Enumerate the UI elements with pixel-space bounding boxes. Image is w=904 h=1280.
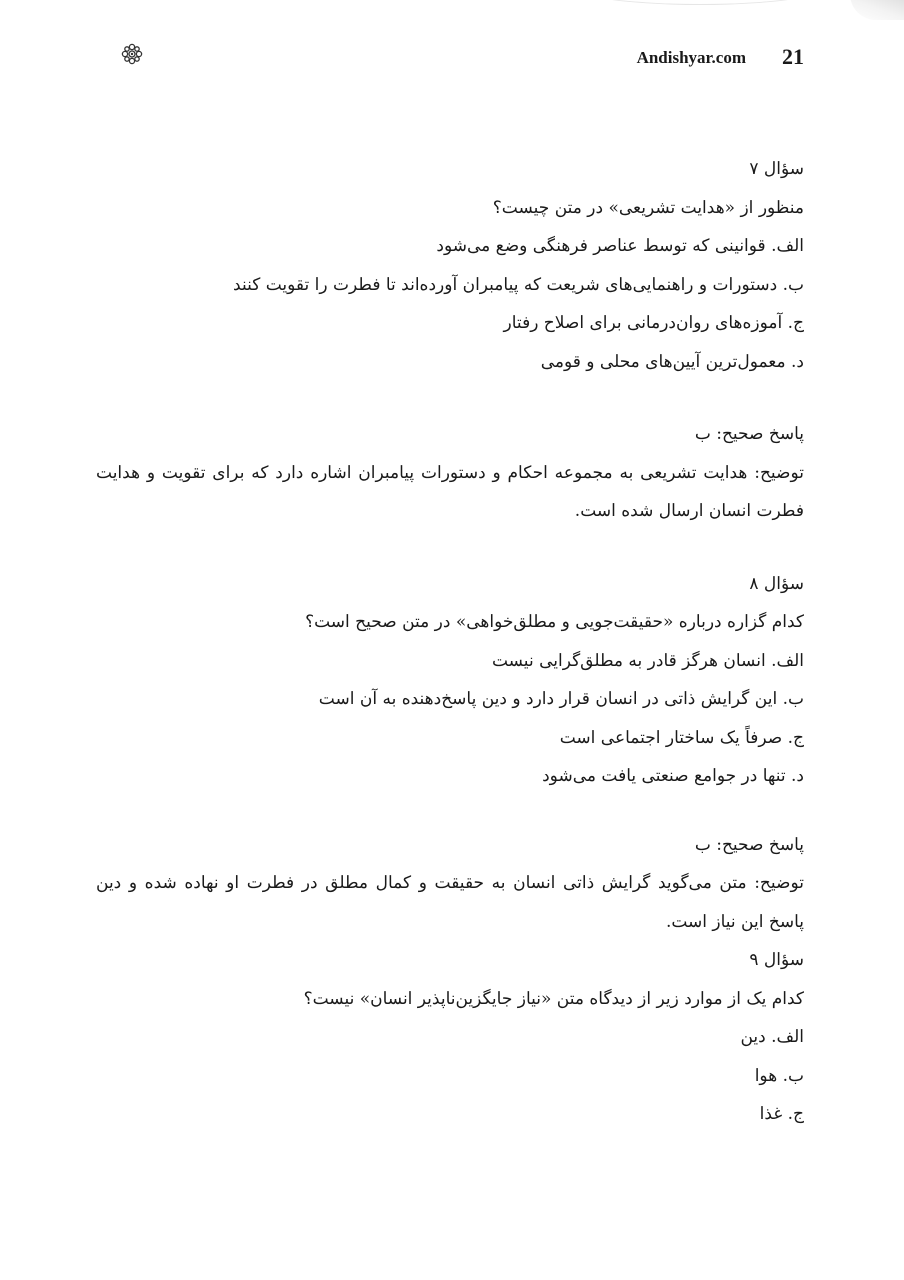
- question-prompt: منظور از «هدایت تشریعی» در متن چیست؟: [492, 197, 804, 218]
- question-prompt: کدام یک از موارد زیر از دیدگاه متن «نیاز جایگزین‌ناپذیر انسان» نیست؟: [303, 988, 804, 1009]
- option-a: الف. دین: [740, 1027, 804, 1047]
- question-title: سؤال ۸: [749, 573, 804, 594]
- option-b: ب. دستورات و راهنمایی‌های شریعت که پیامبران آورده‌اند تا فطرت را تقویت کنند: [233, 274, 804, 295]
- page-header: [100, 40, 804, 80]
- explanation: توضیح: متن می‌گوید گرایش ذاتی انسان به حقیقت و کمال مطلق در فطرت او نهاده شده و دین پاسخ این نیاز است.: [96, 873, 804, 932]
- page-number: 21: [782, 44, 804, 69]
- spacer: [96, 531, 804, 565]
- ornament-icon: [120, 42, 144, 66]
- option-c: ج. صرفاً یک ساختار اجتماعی است: [559, 727, 804, 748]
- question-9: [96, 941, 804, 1134]
- question-title: سؤال ۷: [749, 159, 804, 179]
- spacer: [96, 796, 804, 826]
- answer-7: [96, 415, 804, 531]
- correct-answer: پاسخ صحیح: ب: [694, 424, 804, 444]
- option-d: د. معمول‌ترین آیین‌های محلی و قومی: [540, 351, 804, 372]
- site-name: Andishyar.com: [636, 48, 746, 67]
- question-8: [96, 565, 804, 796]
- option-c: ج. غذا: [759, 1104, 804, 1124]
- spacer: [96, 381, 804, 415]
- explanation: توضیح: هدایت تشریعی به مجموعه احکام و دستورات پیامبران اشاره دارد که برای تقویت و هدایت فطرت انسان ارسال شده است.: [96, 462, 804, 521]
- option-d: د. تنها در جوامع صنعتی یافت می‌شود: [542, 766, 804, 786]
- option-b: ب. این گرایش ذاتی در انسان قرار دارد و دین پاسخ‌دهنده به آن است: [318, 689, 804, 709]
- page-edge-arc: [560, 0, 840, 5]
- quiz-content: [96, 150, 804, 1134]
- question-prompt: کدام گزاره درباره «حقیقت‌جویی و مطلق‌خواهی» در متن صحیح است؟: [305, 612, 804, 632]
- option-c: ج. آموزه‌های روان‌درمانی برای اصلاح رفتار: [503, 313, 804, 333]
- answer-8: [96, 826, 804, 942]
- option-a: الف. انسان هرگز قادر به مطلق‌گرایی نیست: [491, 650, 804, 671]
- page-corner-shadow: [850, 0, 904, 20]
- question-title: سؤال ۹: [749, 950, 804, 970]
- correct-answer: پاسخ صحیح: ب: [694, 834, 804, 855]
- option-b: ب. هوا: [754, 1065, 804, 1086]
- option-a: الف. قوانینی که توسط عناصر فرهنگی وضع می‌شود: [436, 236, 804, 256]
- question-7: [96, 150, 804, 381]
